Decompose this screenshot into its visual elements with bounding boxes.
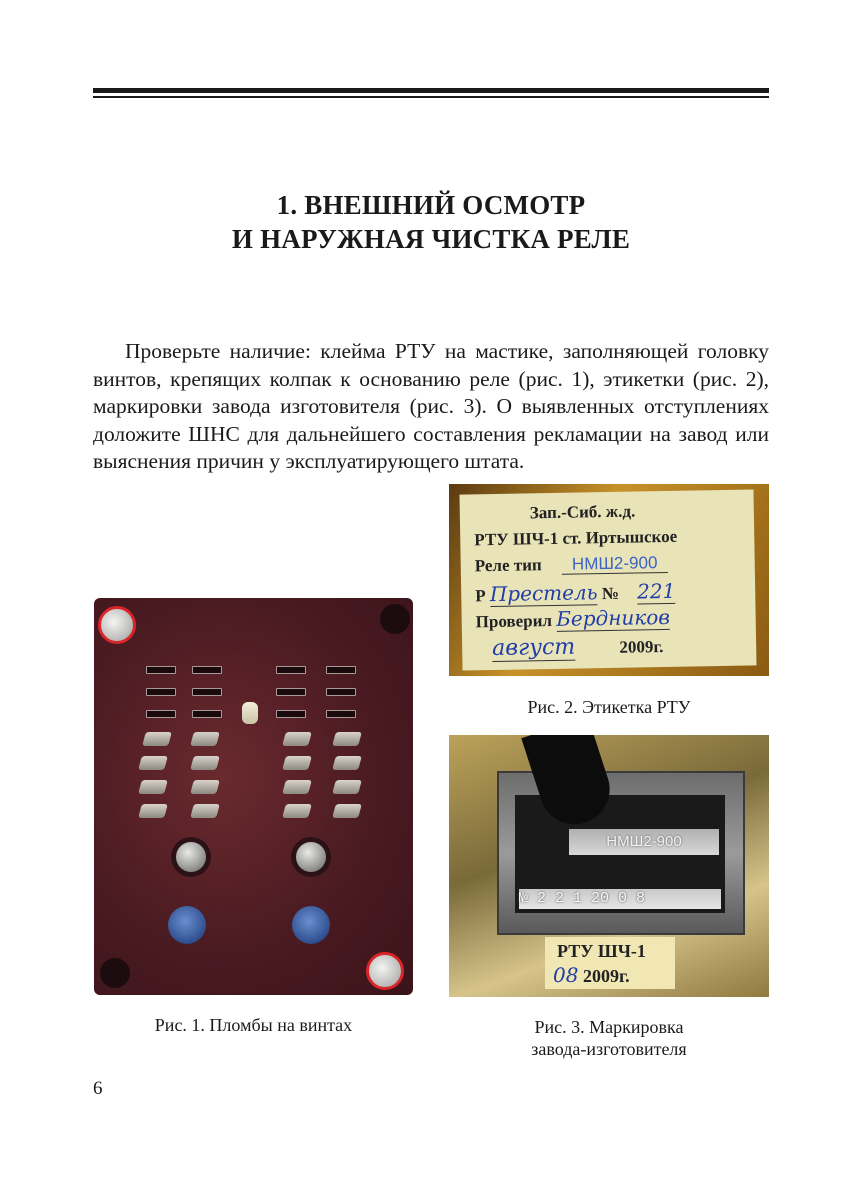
marking-plate xyxy=(497,771,745,935)
mounting-hole xyxy=(100,958,130,988)
contact-spring xyxy=(282,804,312,818)
plate-number: № 2 2 1 20 0 8 xyxy=(519,889,721,909)
contact-spring xyxy=(282,732,312,746)
contact-spring xyxy=(332,780,362,794)
page-number: 6 xyxy=(93,1078,103,1099)
section-heading-line2: И НАРУЖНАЯ ЧИСТКА РЕЛЕ xyxy=(231,224,631,254)
contact-spring xyxy=(190,804,220,818)
label-relay-type-value: НМШ2-900 xyxy=(562,553,668,575)
contact-spring xyxy=(138,804,168,818)
contact-spring xyxy=(190,780,220,794)
blue-cap xyxy=(168,906,206,944)
rtu-tag xyxy=(545,937,675,989)
label-line-2: РТУ ШЧ-1 ст. Иртышское xyxy=(474,526,678,550)
plate-model: НМШ2-900 xyxy=(569,829,719,855)
manufacturer-marking-photo xyxy=(449,735,769,997)
contact-spring xyxy=(332,732,362,746)
contact-spring xyxy=(142,732,172,746)
terminal-slot xyxy=(146,666,176,674)
label-handwritten-month: август xyxy=(491,634,576,662)
body-paragraph: Проверьте наличие: клейма РТУ на мастике, заполняющей головку винтов, крепящих колпак к основанию реле (рис. 1), этикетки (рис. 2), маркировки завода изготовителя (рис. 3). О выявленных отступлениях доложите ШНС для дальнейшего составления рекламации на завод или выяснения причин у эксплуатирующего штата. xyxy=(93,339,769,473)
header-rule-thick xyxy=(93,88,769,93)
label-line-6 xyxy=(492,633,664,661)
blue-cap xyxy=(292,906,330,944)
fig3-caption-line2: завода-изготовителя xyxy=(531,1039,687,1059)
label-line-5 xyxy=(475,605,670,632)
screw-seal-highlighted xyxy=(98,606,136,644)
label-handwritten-number: 221 xyxy=(636,578,676,604)
rtu-label-photo xyxy=(449,484,769,676)
label-r-prefix: Р xyxy=(475,586,486,606)
contact-spring xyxy=(332,756,362,770)
contact-spring xyxy=(332,804,362,818)
label-handwritten-name: Престель xyxy=(489,580,598,607)
label-relay-type-prefix: Реле тип xyxy=(474,555,542,576)
terminal-slot xyxy=(192,710,222,718)
tag-line-2 xyxy=(553,963,630,987)
section-heading-line1: 1. ВНЕШНИЙ ОСМОТР xyxy=(276,190,586,220)
terminal-slot xyxy=(192,666,222,674)
label-line-3 xyxy=(475,553,668,576)
terminal-slot xyxy=(326,710,356,718)
terminal-slot xyxy=(276,710,306,718)
section-heading xyxy=(93,188,769,256)
terminal-slot xyxy=(146,710,176,718)
relay-plunger xyxy=(242,702,258,724)
fig2-caption: Рис. 2. Этикетка РТУ xyxy=(527,697,691,717)
contact-spring xyxy=(190,732,220,746)
contact-spring xyxy=(138,780,168,794)
label-line-4 xyxy=(475,579,676,606)
plate-inner xyxy=(515,795,725,913)
terminal-slot xyxy=(326,688,356,696)
fig3-caption xyxy=(449,1016,769,1060)
fig3-caption-line1: Рис. 3. Маркировка xyxy=(534,1017,684,1037)
contact-spring xyxy=(282,780,312,794)
tag-line-1: РТУ ШЧ-1 xyxy=(557,941,646,961)
label-checked-prefix: Проверил xyxy=(475,610,553,632)
label-line-1: Зап.-Сиб. ж.д. xyxy=(529,501,636,523)
label-year: 2009г. xyxy=(619,637,664,657)
relay-base-photo xyxy=(94,598,413,995)
terminal-stud xyxy=(296,842,326,872)
terminal-slot xyxy=(326,666,356,674)
tag-handwritten-month: 08 xyxy=(553,963,579,987)
terminal-slot xyxy=(276,666,306,674)
label-no-sign: № xyxy=(601,583,620,604)
label-handwritten-inspector: Бердников xyxy=(555,604,671,631)
screw-seal-highlighted xyxy=(366,952,404,990)
terminal-slot xyxy=(192,688,222,696)
header-rule-thin xyxy=(93,96,769,98)
contact-spring xyxy=(190,756,220,770)
mounting-hole xyxy=(380,604,410,634)
terminal-slot xyxy=(146,688,176,696)
contact-spring xyxy=(282,756,312,770)
terminal-slot xyxy=(276,688,306,696)
fig1-caption: Рис. 1. Пломбы на винтах xyxy=(154,1015,353,1035)
label-card xyxy=(459,489,756,670)
tag-year: 2009г. xyxy=(582,966,630,986)
contact-spring xyxy=(138,756,168,770)
terminal-stud xyxy=(176,842,206,872)
